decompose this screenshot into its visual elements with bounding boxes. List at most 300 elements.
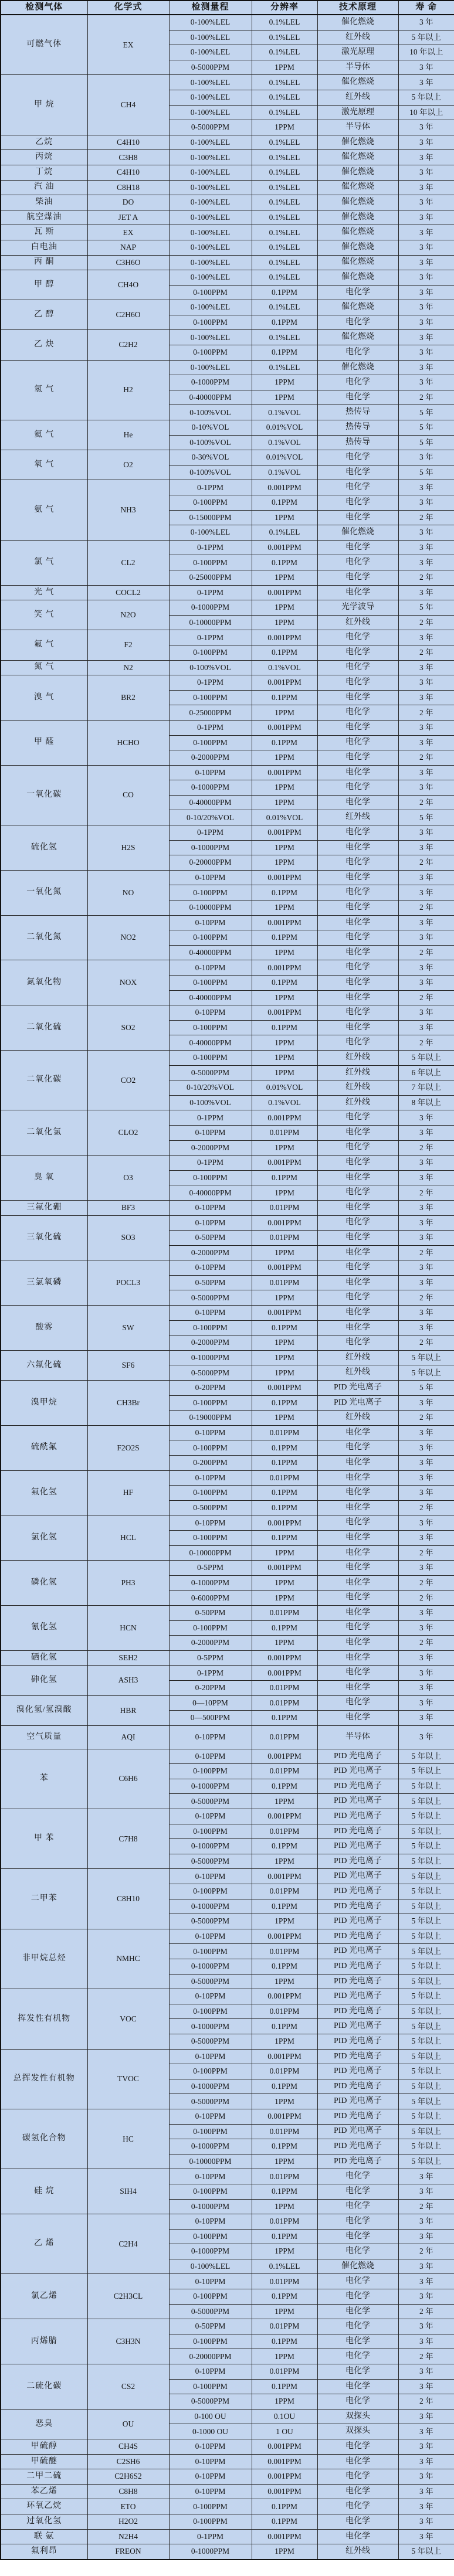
gas-name-cell: 柴油 (1, 195, 87, 210)
resolution-cell: 0.1PPM (252, 345, 317, 361)
range-cell: 0-100%LEL (169, 2259, 252, 2274)
range-cell: 0-100PPM (169, 2124, 252, 2139)
range-cell: 0-100PPM (169, 2499, 252, 2514)
tech-cell: PID 光电离子 (317, 1854, 398, 1869)
gas-name-cell: 苯乙烯 (1, 2484, 87, 2499)
range-cell: 0-10/20%VOL (169, 810, 252, 825)
resolution-cell: 0.01PPM (252, 1884, 317, 1899)
resolution-cell: 1PPM (252, 510, 317, 525)
range-cell: 0-10PPM (169, 2469, 252, 2485)
life-cell: 5 年以上 (398, 1914, 454, 1929)
formula-cell: CH3Br (87, 1381, 169, 1426)
gas-name-cell: 二氧化硫 (1, 1005, 87, 1051)
life-cell: 5 年以上 (398, 1350, 454, 1365)
range-cell: 0-15000PPM (169, 510, 252, 525)
tech-cell: PID 光电离子 (317, 1899, 398, 1914)
range-cell: 0-1000PPM (169, 1839, 252, 1854)
range-cell: 0-10PPM (169, 1869, 252, 1884)
gas-name-cell: 硫化氢 (1, 825, 87, 871)
range-cell: 0-10PPM (169, 2274, 252, 2289)
range-cell: 0-100PPM (169, 1440, 252, 1456)
life-cell: 3 年 (398, 2529, 454, 2544)
life-cell: 3 年 (398, 1486, 454, 1501)
gas-name-cell: 挥发性有机物 (1, 1989, 87, 2049)
tech-cell: 电化学 (317, 570, 398, 585)
tech-cell: 电化学 (317, 945, 398, 960)
resolution-cell: 0.01PPM (252, 1200, 317, 1215)
formula-cell: DO (87, 195, 169, 210)
range-cell: 0-1000PPM (169, 1350, 252, 1365)
range-cell: 0-1000PPM (169, 2079, 252, 2094)
table-row (1, 765, 454, 780)
resolution-cell: 0.1PPM (252, 1899, 317, 1914)
range-cell: 0-1000PPM (169, 2544, 252, 2560)
resolution-cell: 0.1PPM (252, 735, 317, 750)
tech-cell: 电化学 (317, 2334, 398, 2349)
life-cell: 3 年 (398, 1395, 454, 1411)
tech-cell: 激光原理 (317, 45, 398, 60)
range-cell: 0-40000PPM (169, 795, 252, 810)
resolution-cell: 1PPM (252, 840, 317, 855)
tech-cell: 催化燃烧 (317, 225, 398, 240)
resolution-cell: 1PPM (252, 990, 317, 1005)
life-cell: 2 年 (398, 570, 454, 585)
life-cell: 3 年 (398, 15, 454, 30)
life-cell: 3 年 (398, 2169, 454, 2184)
life-cell: 5 年 (398, 405, 454, 420)
life-cell: 3 年 (398, 2439, 454, 2455)
range-cell: 0-100PPM (169, 1944, 252, 1959)
life-cell: 3 年 (398, 375, 454, 390)
table-row (1, 135, 454, 150)
tech-cell: 红外线 (317, 1350, 398, 1365)
resolution-cell: 0.1%VOL (252, 660, 317, 675)
resolution-cell: 0.1PPM (252, 1711, 317, 1726)
range-cell: 0-1000PPM (169, 840, 252, 855)
range-cell: 0-1000PPM (169, 1575, 252, 1591)
life-cell: 5 年以上 (398, 1809, 454, 1824)
table-row (1, 360, 454, 375)
range-cell: 0-100%LEL (169, 105, 252, 120)
tech-cell: 催化燃烧 (317, 135, 398, 150)
resolution-cell: 1PPM (252, 1035, 317, 1051)
range-cell: 0-100%LEL (169, 330, 252, 345)
table-row (1, 1869, 454, 1884)
formula-cell: ASH3 (87, 1666, 169, 1695)
tech-cell: 电化学 (317, 960, 398, 976)
life-cell: 3 年 (398, 2424, 454, 2439)
tech-cell: 催化燃烧 (317, 255, 398, 270)
range-cell: 0-100PPM (169, 645, 252, 660)
formula-cell: HCHO (87, 720, 169, 765)
life-cell: 5 年以上 (398, 2079, 454, 2094)
formula-cell: CH4S (87, 2439, 169, 2455)
table-row (1, 1749, 454, 1764)
formula-cell: C2H6S2 (87, 2469, 169, 2485)
tech-cell: 电化学 (317, 690, 398, 705)
life-cell: 3 年 (398, 1020, 454, 1035)
tech-cell: PID 光电离子 (317, 1989, 398, 2004)
life-cell: 3 年 (398, 330, 454, 345)
range-cell: 0-50PPM (169, 1231, 252, 1246)
formula-cell: CO (87, 765, 169, 825)
resolution-cell: 1PPM (252, 1794, 317, 1809)
life-cell: 3 年 (398, 480, 454, 495)
tech-cell: 电化学 (317, 495, 398, 511)
formula-cell: EX (87, 225, 169, 240)
life-cell: 3 年 (398, 930, 454, 946)
table-row (1, 15, 454, 30)
gas-name-cell: 甲硫醇 (1, 2439, 87, 2455)
range-cell: 0-1PPM (169, 1156, 252, 1171)
tech-cell: 电化学 (317, 870, 398, 885)
range-cell: 0-10PPM (169, 1425, 252, 1440)
range-cell: 0-1PPM (169, 585, 252, 600)
resolution-cell: 0.1PPM (252, 930, 317, 946)
resolution-cell: 0.1%LEL (252, 90, 317, 105)
life-cell: 3 年 (398, 1666, 454, 1681)
tech-cell: 激光原理 (317, 105, 398, 120)
range-cell: 0-10PPM (169, 2454, 252, 2469)
tech-cell: 电化学 (317, 2454, 398, 2469)
life-cell: 2 年 (398, 1290, 454, 1306)
formula-cell: HCN (87, 1605, 169, 1650)
gas-name-cell: 氯乙烯 (1, 2274, 87, 2319)
life-cell: 2 年 (398, 855, 454, 871)
life-cell: 3 年 (398, 2289, 454, 2305)
resolution-cell: 0.1%VOL (252, 465, 317, 480)
gas-name-cell: 丙烯腈 (1, 2319, 87, 2364)
life-cell: 5 年以上 (398, 1899, 454, 1914)
life-cell: 3 年 (398, 1275, 454, 1290)
formula-cell: C2H2 (87, 330, 169, 360)
formula-cell: C8H18 (87, 180, 169, 195)
tech-cell: 电化学 (317, 630, 398, 645)
life-cell: 3 年 (398, 2364, 454, 2380)
range-cell: 0-2000PPM (169, 1636, 252, 1651)
formula-cell: HCL (87, 1515, 169, 1561)
formula-cell: HBR (87, 1695, 169, 1725)
tech-cell: 半导体 (317, 120, 398, 135)
range-cell: 0—500PPM (169, 1711, 252, 1726)
resolution-cell: 1PPM (252, 1065, 317, 1080)
header-principle: 技术原理 (317, 1, 398, 15)
range-cell: 0-10PPM (169, 2439, 252, 2455)
life-cell: 3 年 (398, 1215, 454, 1231)
life-cell: 2 年 (398, 1140, 454, 1156)
formula-cell: F2O2S (87, 1425, 169, 1470)
resolution-cell: 0.1PPM (252, 1395, 317, 1411)
resolution-cell: 1PPM (252, 1185, 317, 1201)
life-cell: 3 年 (398, 1306, 454, 1321)
formula-cell: C2H6O (87, 300, 169, 330)
gas-name-cell: 苯 (1, 1749, 87, 1809)
resolution-cell: 0.001PPM (252, 1561, 317, 1576)
formula-cell: EX (87, 15, 169, 75)
tech-cell: 电化学 (317, 1486, 398, 1501)
resolution-cell: 0.01PPM (252, 1231, 317, 1246)
life-cell: 3 年 (398, 960, 454, 976)
resolution-cell: 0.1PPM (252, 2184, 317, 2199)
life-cell: 3 年 (398, 150, 454, 165)
table-row (1, 630, 454, 645)
range-cell: 0-100PPM (169, 1764, 252, 1779)
range-cell: 0-25000PPM (169, 705, 252, 721)
resolution-cell: 0.01PPM (252, 1125, 317, 1140)
resolution-cell: 0.001PPM (252, 2439, 317, 2455)
gas-name-cell: 溴 气 (1, 675, 87, 721)
range-cell: 0-19000PPM (169, 1411, 252, 1426)
life-cell: 3 年 (398, 690, 454, 705)
range-cell: 0-5000PPM (169, 1365, 252, 1381)
tech-cell: 电化学 (317, 2289, 398, 2305)
range-cell: 0-50PPM (169, 1275, 252, 1290)
formula-cell: N2 (87, 660, 169, 675)
tech-cell: 红外线 (317, 810, 398, 825)
resolution-cell: 1PPM (252, 600, 317, 616)
range-cell: 0-5000PPM (169, 2094, 252, 2109)
table-row (1, 225, 454, 240)
life-cell: 10 年以上 (398, 105, 454, 120)
life-cell: 8 年以上 (398, 1095, 454, 1110)
formula-cell: VOC (87, 1989, 169, 2049)
tech-cell: 红外线 (317, 615, 398, 630)
life-cell: 5 年以上 (398, 2064, 454, 2079)
formula-cell: C2H4 (87, 2214, 169, 2274)
range-cell: 0-10PPM (169, 1749, 252, 1764)
table-row (1, 585, 454, 600)
resolution-cell: 0.001PPM (252, 1869, 317, 1884)
gas-name-cell: 氯 气 (1, 540, 87, 585)
range-cell: 0-100%LEL (169, 90, 252, 105)
life-cell: 3 年 (398, 1440, 454, 1456)
tech-cell: 催化燃烧 (317, 210, 398, 225)
tech-cell: 电化学 (317, 780, 398, 796)
life-cell: 3 年 (398, 2319, 454, 2334)
table-row (1, 1005, 454, 1021)
resolution-cell: 0.01PPM (252, 1470, 317, 1486)
resolution-cell: 0.1PPM (252, 690, 317, 705)
gas-name-cell: 酸雾 (1, 1306, 87, 1351)
resolution-cell: 1PPM (252, 1854, 317, 1869)
range-cell: 0-1PPM (169, 540, 252, 555)
formula-cell: N2O (87, 600, 169, 630)
life-cell: 5 年以上 (398, 1779, 454, 1794)
table-row (1, 1650, 454, 1666)
life-cell: 3 年 (398, 1005, 454, 1021)
range-cell: 0-100PPM (169, 930, 252, 946)
resolution-cell: 0.1PPM (252, 555, 317, 570)
gas-name-cell: 过氧化氢 (1, 2514, 87, 2529)
life-cell: 3 年 (398, 270, 454, 286)
formula-cell: H2S (87, 825, 169, 871)
range-cell: 0-40000PPM (169, 390, 252, 405)
tech-cell: PID 光电离子 (317, 1944, 398, 1959)
resolution-cell: 0.001PPM (252, 1749, 317, 1764)
table-row (1, 1561, 454, 1576)
tech-cell: PID 光电离子 (317, 2019, 398, 2034)
gas-name-cell: 瓦 斯 (1, 225, 87, 240)
resolution-cell: 0.1%LEL (252, 210, 317, 225)
tech-cell: 催化燃烧 (317, 300, 398, 315)
life-cell: 2 年 (398, 900, 454, 916)
formula-cell: CH4O (87, 270, 169, 300)
range-cell: 0-1PPM (169, 825, 252, 841)
tech-cell: 电化学 (317, 855, 398, 871)
gas-name-cell: 硫酰氟 (1, 1425, 87, 1470)
resolution-cell: 0.1%LEL (252, 75, 317, 90)
table-row (1, 540, 454, 555)
formula-cell: H2O2 (87, 2514, 169, 2529)
tech-cell: 电化学 (317, 1425, 398, 1440)
range-cell: 0-50PPM (169, 2319, 252, 2334)
life-cell: 3 年 (398, 1620, 454, 1636)
tech-cell: 电化学 (317, 2214, 398, 2230)
tech-cell: 电化学 (317, 885, 398, 900)
life-cell: 3 年 (398, 1170, 454, 1185)
life-cell: 5 年以上 (398, 1989, 454, 2004)
tech-cell: 电化学 (317, 1231, 398, 1246)
life-cell: 5 年以上 (398, 2004, 454, 2019)
range-cell: 0-1PPM (169, 480, 252, 495)
tech-cell: 电化学 (317, 2244, 398, 2259)
life-cell: 3 年 (398, 1515, 454, 1531)
resolution-cell: 1PPM (252, 2199, 317, 2214)
resolution-cell: 0.001PPM (252, 1306, 317, 1321)
formula-cell: FREON (87, 2544, 169, 2560)
range-cell: 0-1000 OU (169, 2424, 252, 2439)
resolution-cell: 1PPM (252, 2349, 317, 2364)
resolution-cell: 0.001PPM (252, 1809, 317, 1824)
resolution-cell: 0.1PPM (252, 2514, 317, 2529)
formula-cell: C4H10 (87, 165, 169, 180)
life-cell: 5 年以上 (398, 90, 454, 105)
tech-cell: 电化学 (317, 1591, 398, 1606)
range-cell: 0-100%LEL (169, 150, 252, 165)
tech-cell: 电化学 (317, 645, 398, 660)
range-cell: 0-10PPM (169, 2214, 252, 2230)
life-cell: 2 年 (398, 645, 454, 660)
range-cell: 0-100PPM (169, 885, 252, 900)
gas-name-cell: 环氧乙烷 (1, 2499, 87, 2514)
table-row (1, 1156, 454, 1171)
tech-cell: 电化学 (317, 1711, 398, 1726)
formula-cell: SW (87, 1306, 169, 1351)
range-cell: 0-1000PPM (169, 2244, 252, 2259)
range-cell: 0-10PPM (169, 1260, 252, 1276)
range-cell: 0-40000PPM (169, 945, 252, 960)
gas-name-cell: 笑 气 (1, 600, 87, 630)
table-body (1, 15, 454, 2560)
tech-cell: 电化学 (317, 1140, 398, 1156)
resolution-cell: 0.1%LEL (252, 30, 317, 45)
range-cell: 0-10PPM (169, 1929, 252, 1944)
range-cell: 0-1PPM (169, 1666, 252, 1681)
formula-cell: C3H8 (87, 150, 169, 165)
range-cell: 0-500PPM (169, 1500, 252, 1515)
table-row (1, 1725, 454, 1749)
life-cell: 5 年以上 (398, 1050, 454, 1065)
range-cell: 0-20PPM (169, 1680, 252, 1695)
life-cell: 2 年 (398, 1411, 454, 1426)
formula-cell: BF3 (87, 1200, 169, 1215)
range-cell: 0-25000PPM (169, 570, 252, 585)
range-cell: 0-40000PPM (169, 1185, 252, 1201)
range-cell: 0-10PPM (169, 960, 252, 976)
table-row (1, 2439, 454, 2455)
tech-cell: 电化学 (317, 825, 398, 841)
range-cell: 0-100%LEL (169, 360, 252, 375)
gas-name-cell: 一氧化碳 (1, 765, 87, 825)
range-cell: 0-100PPM (169, 2289, 252, 2305)
life-cell: 3 年 (398, 2409, 454, 2424)
formula-cell: NO (87, 870, 169, 915)
table-row (1, 2049, 454, 2064)
resolution-cell: 0.01PPM (252, 2319, 317, 2334)
tech-cell: 电化学 (317, 1456, 398, 1471)
resolution-cell: 0.01PPM (252, 1425, 317, 1440)
tech-cell: 电化学 (317, 1245, 398, 1260)
table-row (1, 2454, 454, 2469)
table-row (1, 1381, 454, 1396)
range-cell: 0-100PPM (169, 1486, 252, 1501)
life-cell: 5 年以上 (398, 1869, 454, 1884)
life-cell: 3 年 (398, 495, 454, 511)
life-cell: 2 年 (398, 2244, 454, 2259)
range-cell: 0-100%LEL (169, 525, 252, 541)
table-row (1, 2544, 454, 2560)
resolution-cell: 0.1%LEL (252, 135, 317, 150)
life-cell: 2 年 (398, 945, 454, 960)
tech-cell: 电化学 (317, 450, 398, 465)
life-cell: 3 年 (398, 195, 454, 210)
formula-cell: N2H4 (87, 2529, 169, 2544)
resolution-cell: 0.1PPM (252, 1440, 317, 1456)
tech-cell: 电化学 (317, 976, 398, 991)
life-cell: 3 年 (398, 300, 454, 315)
life-cell: 3 年 (398, 225, 454, 240)
range-cell: 0-5PPM (169, 1561, 252, 1576)
resolution-cell: 1PPM (252, 1591, 317, 1606)
resolution-cell: 1PPM (252, 2304, 317, 2319)
range-cell: 0-2000PPM (169, 1245, 252, 1260)
gas-name-cell: 砷化氢 (1, 1666, 87, 1695)
resolution-cell: 1PPM (252, 2544, 317, 2560)
life-cell: 5 年以上 (398, 30, 454, 45)
table-row (1, 1350, 454, 1365)
life-cell: 3 年 (398, 1125, 454, 1140)
resolution-cell: 0.01PPM (252, 1605, 317, 1620)
gas-name-cell: 氦 气 (1, 420, 87, 450)
gas-name-cell: 氨 气 (1, 480, 87, 540)
range-cell: 0-1PPM (169, 1110, 252, 1126)
resolution-cell: 0.1PPM (252, 285, 317, 300)
life-cell: 3 年 (398, 780, 454, 796)
range-cell: 0-20000PPM (169, 855, 252, 871)
table-row (1, 420, 454, 436)
resolution-cell: 1PPM (252, 1245, 317, 1260)
resolution-cell: 1PPM (252, 1974, 317, 1989)
life-cell: 2 年 (398, 1636, 454, 1651)
resolution-cell: 0.001PPM (252, 720, 317, 735)
tech-cell: PID 光电离子 (317, 2079, 398, 2094)
tech-cell: 电化学 (317, 1110, 398, 1126)
life-cell: 3 年 (398, 1425, 454, 1440)
life-cell: 7 年以上 (398, 1080, 454, 1096)
life-cell: 3 年 (398, 870, 454, 885)
resolution-cell: 1PPM (252, 1350, 317, 1365)
resolution-cell: 0.1%LEL (252, 180, 317, 195)
